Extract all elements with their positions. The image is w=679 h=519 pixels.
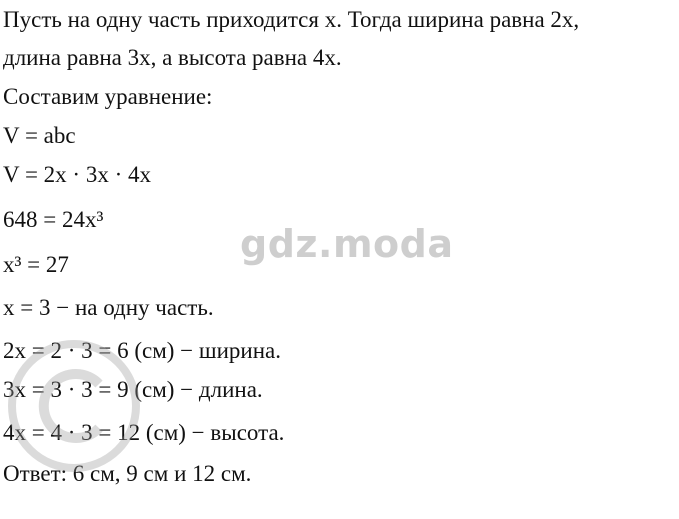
text-line-2 — [3, 44, 342, 72]
equation-volume — [3, 122, 76, 150]
copyright-icon — [4, 336, 144, 476]
line-x-text: x = 3 − на одну часть. — [3, 295, 214, 320]
equation-product — [3, 161, 151, 189]
equation-cube — [3, 251, 69, 279]
equation-cube-text: x³ = 27 — [3, 252, 69, 277]
answer-text: Ответ: 6 см, 9 см и 12 см. — [3, 461, 252, 486]
equation-product-text: V = 2x · 3x · 4x — [3, 162, 151, 187]
line-3-text: Составим уравнение: — [3, 84, 213, 109]
text-line-3 — [3, 83, 212, 111]
equation-648-text: 648 = 24x³ — [3, 207, 104, 232]
equation-volume-text: V = abc — [3, 123, 76, 148]
equation-648 — [3, 206, 103, 234]
text-line-x — [3, 294, 214, 322]
line-2-text: длина равна 3x, а высота равна 4x. — [3, 45, 342, 70]
line-length-text: 3x = 3 · 3 = 9 (см) − длина. — [3, 377, 263, 402]
line-height-text: 4x = 4 · 3 = 12 (см) − высота. — [3, 420, 285, 445]
watermark-logo: gdz.moda — [240, 222, 454, 266]
text-line-1 — [3, 6, 579, 34]
line-width-text: 2x = 2 · 3 = 6 (см) − ширина. — [3, 338, 281, 363]
line-1-text: Пусть на одну часть приходится x. Тогда ширина равна 2x, — [3, 7, 580, 32]
